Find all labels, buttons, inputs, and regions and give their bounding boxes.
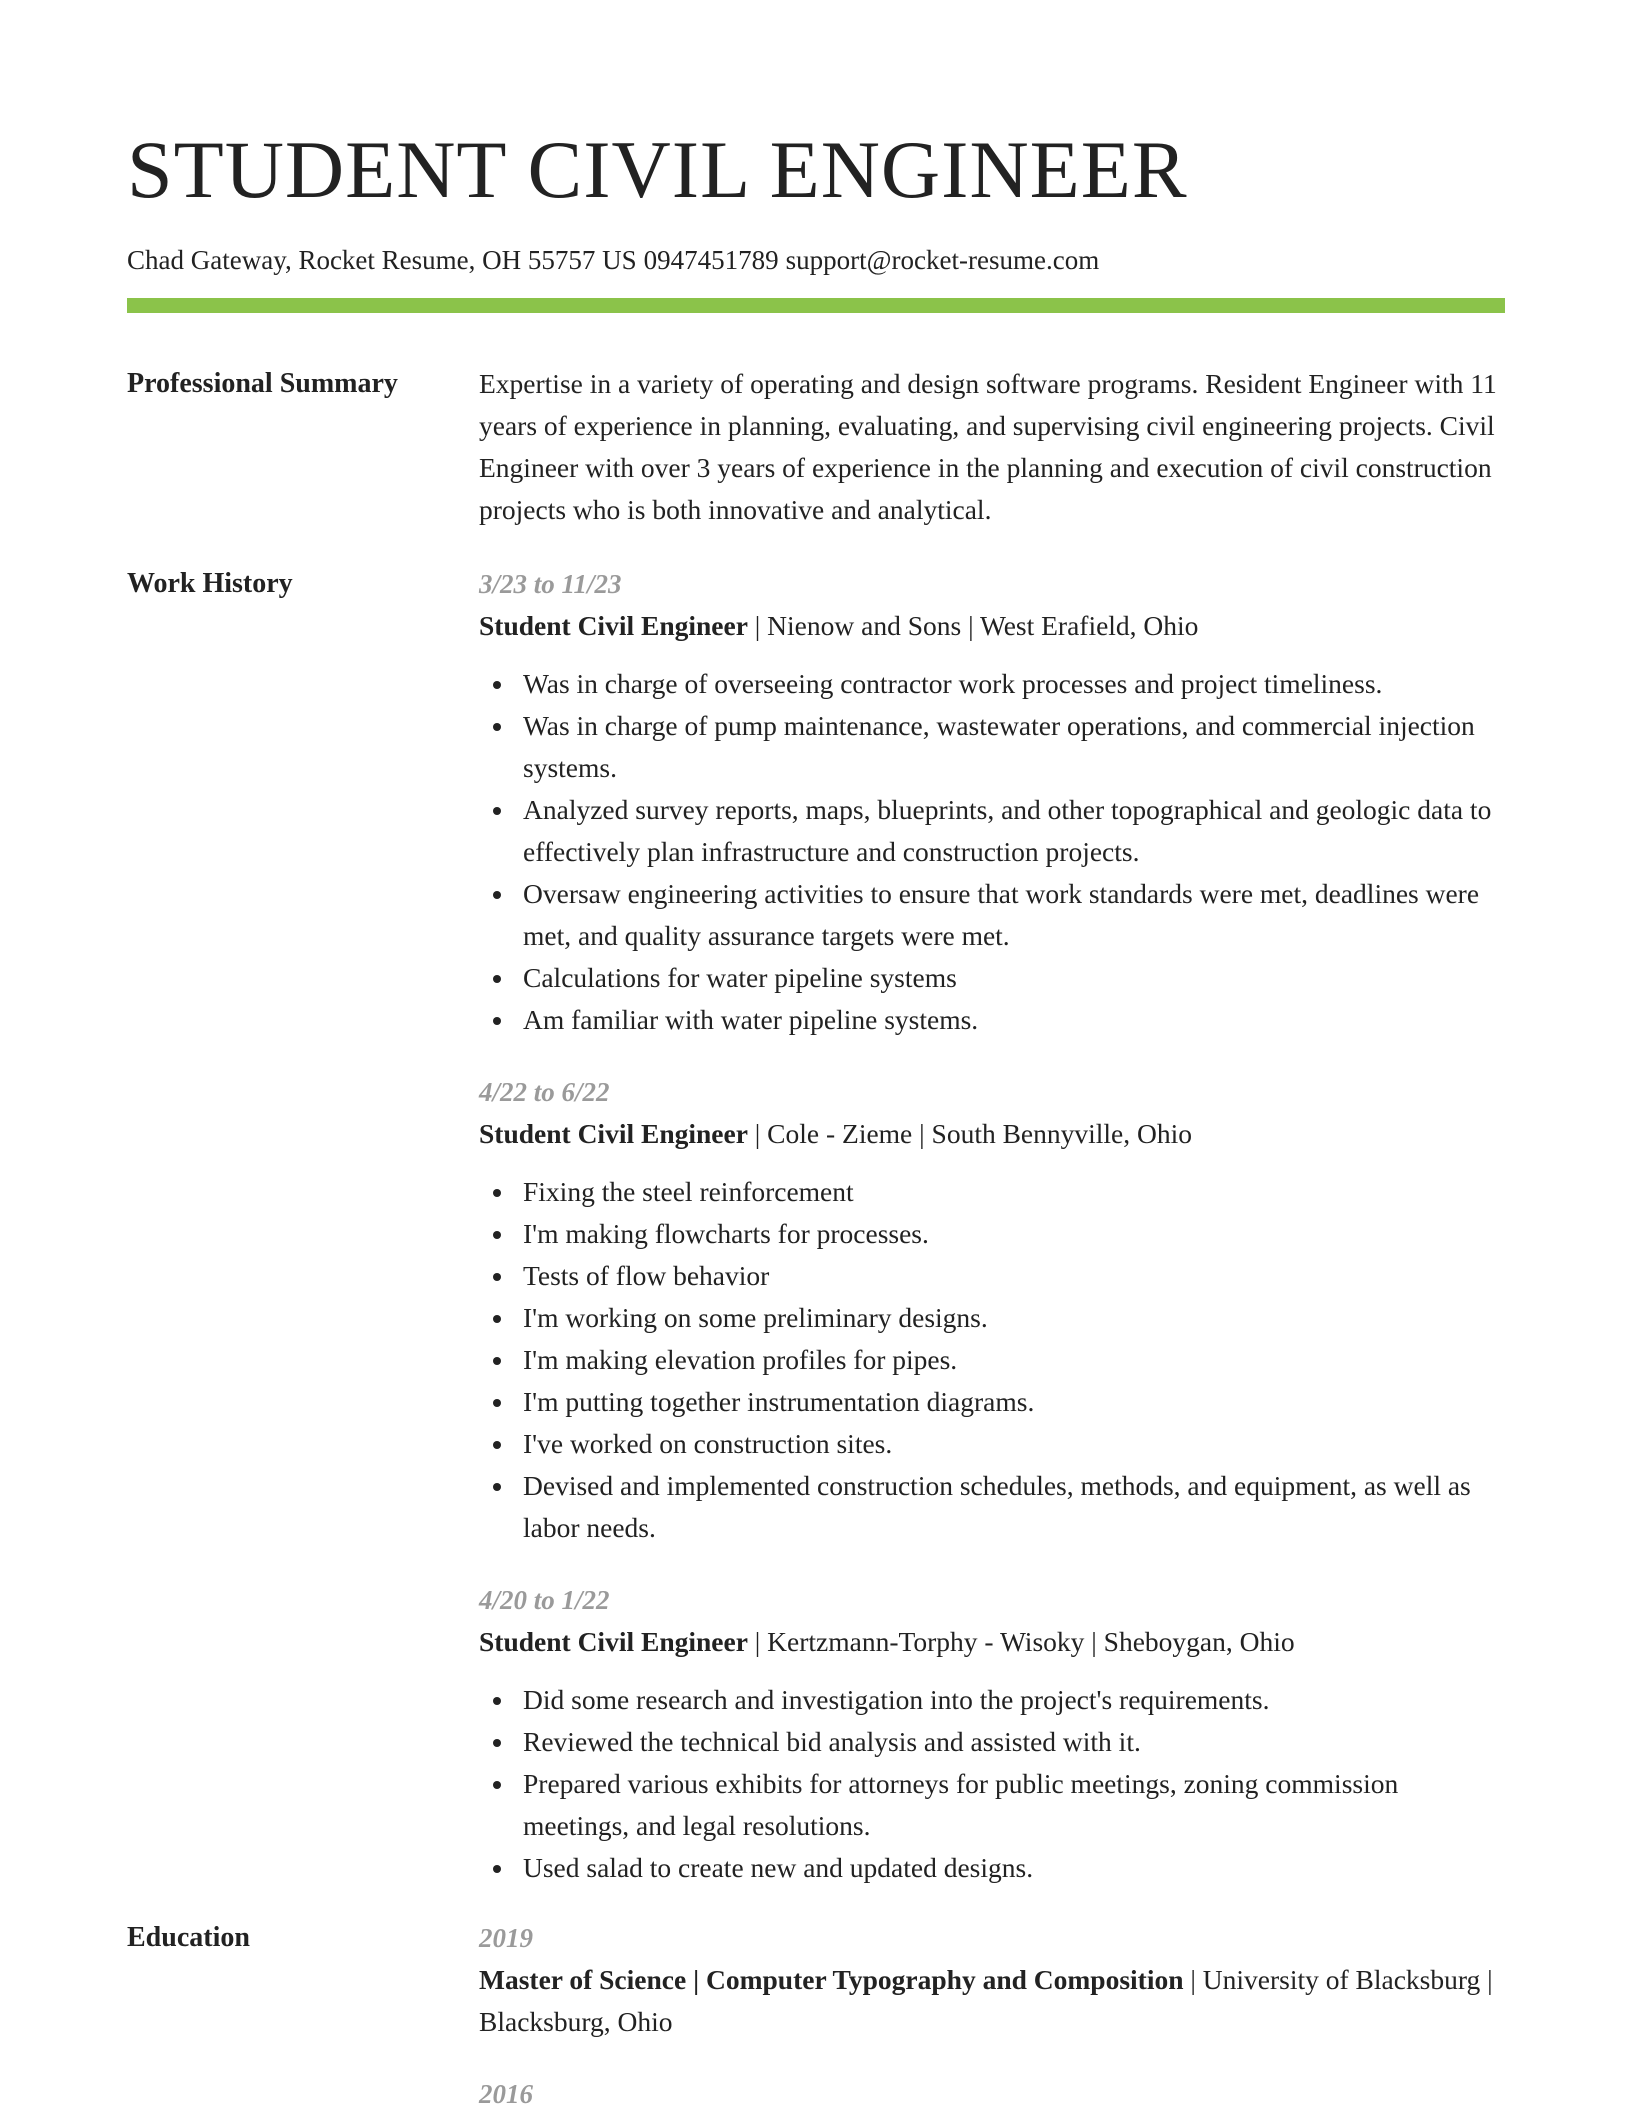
contact-phone: 0947451789: [643, 245, 779, 275]
summary-text: Expertise in a variety of operating and design software programs. Resident Engineer with 11 years of experience in planning, evaluating, and supervising civil engineering projects. Civil Engineer with over 3 years of experience in the planning and execution of civil construction projects who is both innovative and analytical.: [479, 368, 1497, 525]
job-bullet: [479, 1381, 1505, 1423]
job-bullet-text: I'm working on some preliminary designs.: [523, 1302, 988, 1333]
job-bullet: [479, 789, 1505, 873]
job-heading: [479, 1621, 1505, 1663]
bullet-icon: [493, 1315, 501, 1323]
job-bullet-text: Fixing the steel reinforcement: [523, 1176, 854, 1207]
bullet-icon: [493, 1781, 501, 1789]
job-bullet-text: I've worked on construction sites.: [523, 1428, 893, 1459]
job-bullet: [479, 1297, 1505, 1339]
job-bullet-list: [479, 663, 1505, 1041]
bullet-icon: [493, 681, 501, 689]
job-bullet-text: Calculations for water pipeline systems: [523, 962, 957, 993]
bullet-icon: [493, 891, 501, 899]
education-list: [479, 1917, 1505, 2115]
work-history-section: [127, 563, 1505, 1889]
bullet-icon: [493, 1231, 501, 1239]
bullet-icon: [493, 1483, 501, 1491]
job-bullet: [479, 873, 1505, 957]
job-bullet: [479, 1847, 1505, 1889]
job-dates: 4/20 to 1/22: [479, 1585, 610, 1615]
bullet-icon: [493, 1739, 501, 1747]
job-dates: 3/23 to 11/23: [479, 569, 622, 599]
degree-school-location: | University of Blacksburg | Blacksburg, Ohio: [479, 1964, 1493, 2037]
job-bullet-text: Tests of flow behavior: [523, 1260, 770, 1291]
job-employer-location: | Kertzmann-Torphy - Wisoky | Sheboygan, Ohio: [747, 1626, 1295, 1657]
job-bullet-list: [479, 1679, 1505, 1889]
job-title: Student Civil Engineer: [479, 610, 748, 641]
job-bullet-text: Am familiar with water pipeline systems.: [523, 1004, 979, 1035]
job-bullet: [479, 663, 1505, 705]
job-dates: 4/22 to 6/22: [479, 1077, 610, 1107]
bullet-icon: [493, 1017, 501, 1025]
job-title: Student Civil Engineer: [479, 1118, 748, 1149]
job-bullet: [479, 1255, 1505, 1297]
job-bullet: [479, 1423, 1505, 1465]
bullet-icon: [493, 807, 501, 815]
job-heading: [479, 1113, 1505, 1155]
job-bullet-text: Oversaw engineering activities to ensure that work standards were met, deadlines were met, and quality assurance targets were met.: [523, 878, 1480, 951]
job-bullet: [479, 1679, 1505, 1721]
section-label-work-history: Work History: [127, 568, 293, 599]
job-bullet: [479, 957, 1505, 999]
job-bullet: [479, 1213, 1505, 1255]
job-bullet-text: Prepared various exhibits for attorneys for public meetings, zoning commission meetings, and legal resolutions.: [523, 1768, 1399, 1841]
job-bullet-text: Was in charge of overseeing contractor work processes and project timeliness.: [523, 668, 1383, 699]
job-entry: [479, 1071, 1505, 1549]
contact-line: [127, 244, 1505, 276]
job-employer-location: | Cole - Zieme | South Bennyville, Ohio: [747, 1118, 1193, 1149]
job-bullet: [479, 1465, 1505, 1549]
job-bullet-text: Devised and implemented construction schedules, methods, and equipment, as well as labor needs.: [523, 1470, 1471, 1543]
job-bullet: [479, 1721, 1505, 1763]
section-label-education: Education: [127, 1922, 250, 1953]
degree-title: Master of Science | Computer Typography and Composition: [479, 1964, 1184, 1995]
job-bullet-text: Reviewed the technical bid analysis and assisted with it.: [523, 1726, 1141, 1757]
section-label-summary: Professional Summary: [127, 368, 398, 399]
education-heading: [479, 1959, 1505, 2043]
job-title: Student Civil Engineer: [479, 1626, 748, 1657]
bullet-icon: [493, 1697, 501, 1705]
education-entry: [479, 1917, 1505, 2043]
job-bullet-text: I'm putting together instrumentation diagrams.: [523, 1386, 1035, 1417]
job-bullet: [479, 705, 1505, 789]
job-bullet-list: [479, 1171, 1505, 1549]
bullet-icon: [493, 1189, 501, 1197]
job-employer-location: | Nienow and Sons | West Erafield, Ohio: [747, 610, 1199, 641]
summary-section: [127, 363, 1505, 531]
resume-page: [127, 0, 1505, 2115]
job-heading: [479, 605, 1505, 647]
job-bullet-text: Did some research and investigation into the project's requirements.: [523, 1684, 1270, 1715]
education-entry: [479, 2073, 1505, 2115]
bullet-icon: [493, 1865, 501, 1873]
job-bullet: [479, 1339, 1505, 1381]
job-bullet: [479, 1171, 1505, 1213]
accent-divider: [127, 298, 1505, 313]
bullet-icon: [493, 1273, 501, 1281]
job-bullet-text: Analyzed survey reports, maps, blueprints, and other topographical and geologic data to effectively plan infrastructure and construction projects.: [523, 794, 1492, 867]
job-entry: [479, 1579, 1505, 1889]
bullet-icon: [493, 723, 501, 731]
job-bullet-text: Used salad to create new and updated designs.: [523, 1852, 1034, 1883]
bullet-icon: [493, 1357, 501, 1365]
work-history-list: [479, 563, 1505, 1889]
contact-email: support@rocket-resume.com: [785, 245, 1100, 275]
education-year: 2016: [479, 2079, 533, 2109]
job-bullet-text: Was in charge of pump maintenance, wastewater operations, and commercial injection systems.: [523, 710, 1475, 783]
education-section: [127, 1917, 1505, 2115]
bullet-icon: [493, 975, 501, 983]
job-entry: [479, 563, 1505, 1041]
job-bullet: [479, 1763, 1505, 1847]
bullet-icon: [493, 1399, 501, 1407]
resume-name: STUDENT CIVIL ENGINEER: [127, 124, 1188, 215]
job-bullet-text: I'm making flowcharts for processes.: [523, 1218, 929, 1249]
bullet-icon: [493, 1441, 501, 1449]
job-bullet: [479, 999, 1505, 1041]
contact-address: Chad Gateway, Rocket Resume, OH 55757 US: [127, 245, 637, 275]
job-bullet-text: I'm making elevation profiles for pipes.: [523, 1344, 958, 1375]
education-year: 2019: [479, 1923, 533, 1953]
